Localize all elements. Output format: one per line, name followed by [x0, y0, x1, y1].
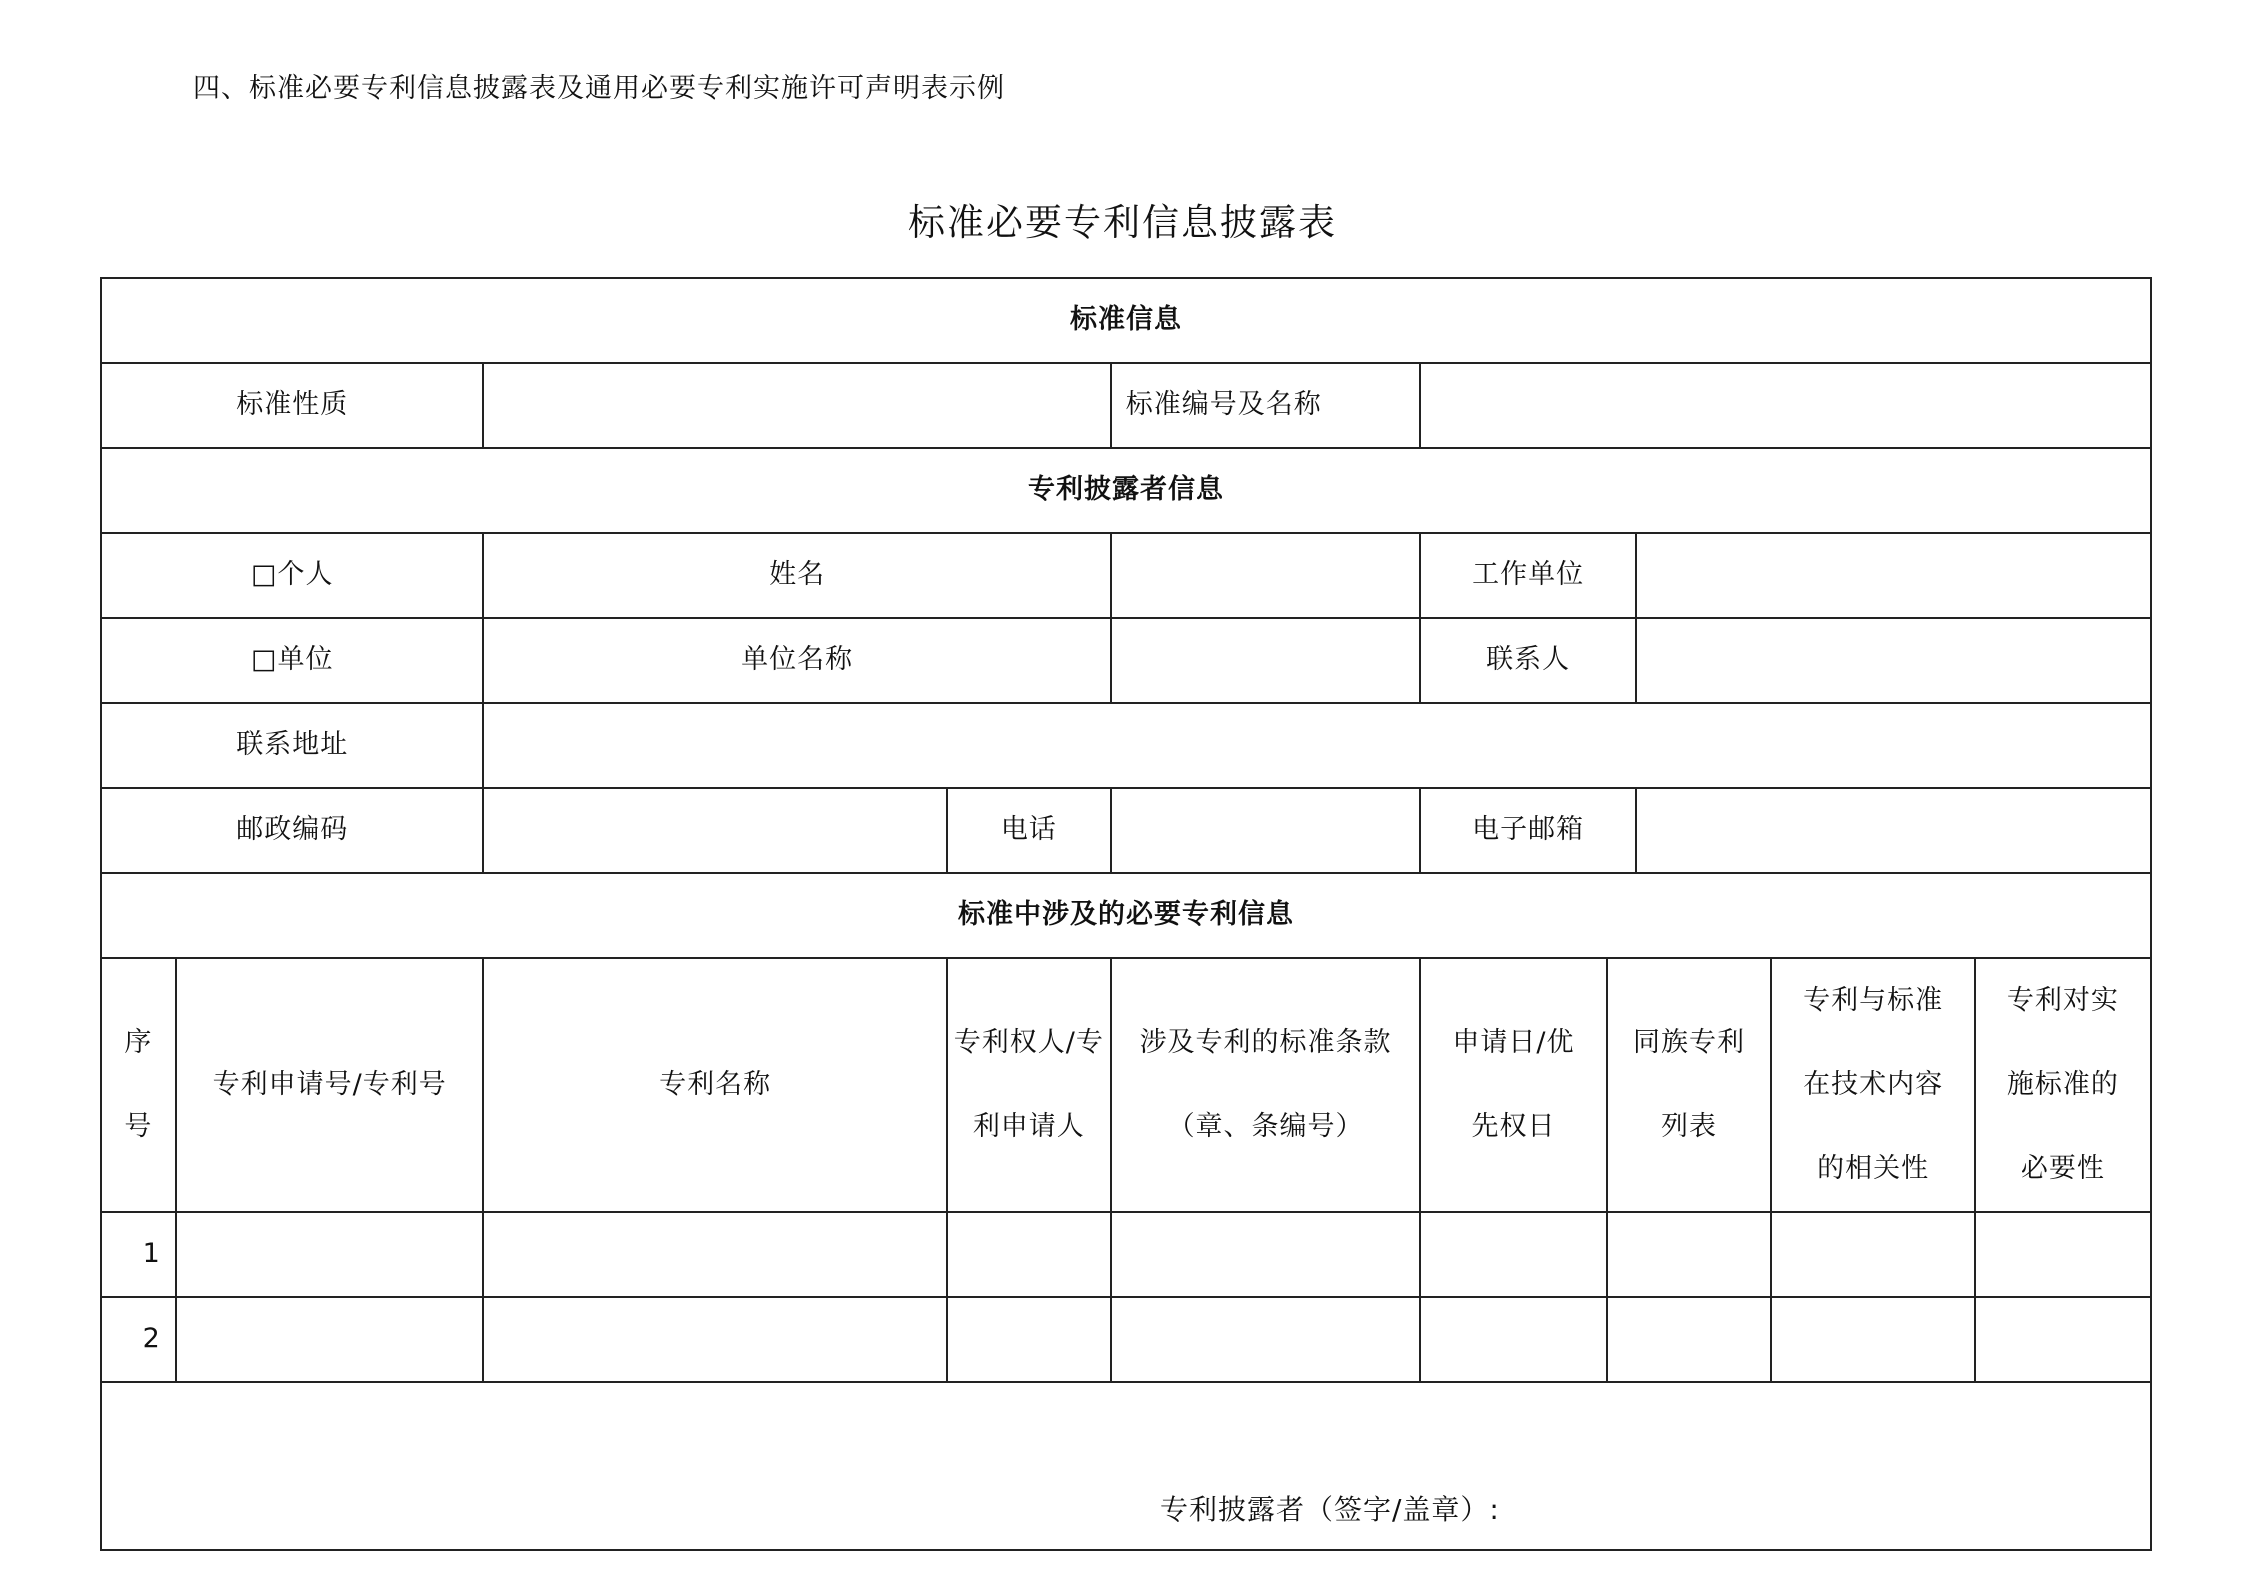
relevance-cell[interactable]: [1771, 1297, 1974, 1382]
name-field[interactable]: [1111, 533, 1421, 618]
signature-label: 专利披露者（签字/盖章）:: [1160, 1493, 1500, 1527]
disclosure-form-table: [100, 277, 2152, 1551]
patentee-cell[interactable]: [947, 1212, 1111, 1297]
phone-label: 电话: [947, 788, 1111, 873]
row-serial: 1: [101, 1212, 176, 1297]
patentee-cell[interactable]: [947, 1297, 1111, 1382]
patent-name-cell[interactable]: [483, 1212, 946, 1297]
standard-code-name-field[interactable]: [1420, 363, 2151, 448]
patent-number-cell[interactable]: [176, 1212, 484, 1297]
patent-number-cell[interactable]: [176, 1297, 484, 1382]
standard-clause-cell[interactable]: [1111, 1297, 1421, 1382]
unit-name-label: 单位名称: [483, 618, 1110, 703]
workplace-label: 工作单位: [1420, 533, 1635, 618]
address-field[interactable]: [483, 703, 2151, 788]
phone-field[interactable]: [1111, 788, 1421, 873]
section-patent-info: 标准中涉及的必要专利信息: [101, 873, 2151, 958]
col-header-standard-clause: 涉及专利的标准条款 （章、条编号）: [1111, 958, 1421, 1212]
col-header-filing-date: 申请日/优 先权日: [1420, 958, 1606, 1212]
col-header-patentee: 专利权人/专 利申请人: [947, 958, 1111, 1212]
standard-code-name-label: 标准编号及名称: [1111, 363, 1421, 448]
name-label: 姓名: [483, 533, 1110, 618]
necessity-cell[interactable]: [1975, 1297, 2151, 1382]
postcode-field[interactable]: [483, 788, 946, 873]
signature-area[interactable]: [101, 1382, 2151, 1550]
section-standard-info: 标准信息: [101, 278, 2151, 363]
relevance-cell[interactable]: [1771, 1212, 1974, 1297]
email-field[interactable]: [1636, 788, 2151, 873]
patent-family-cell[interactable]: [1607, 1297, 1772, 1382]
individual-checkbox[interactable]: □个人: [101, 533, 483, 618]
patent-name-cell[interactable]: [483, 1297, 946, 1382]
col-header-serial: 序 号: [101, 958, 176, 1212]
standard-nature-field[interactable]: [483, 363, 1110, 448]
address-label: 联系地址: [101, 703, 483, 788]
col-header-patent-family: 同族专利 列表: [1607, 958, 1772, 1212]
form-title: 标准必要专利信息披露表: [908, 201, 1337, 244]
standard-clause-cell[interactable]: [1111, 1212, 1421, 1297]
unit-name-field[interactable]: [1111, 618, 1421, 703]
patent-family-cell[interactable]: [1607, 1212, 1772, 1297]
table-row: [101, 1297, 2151, 1382]
contact-field[interactable]: [1636, 618, 2151, 703]
unit-checkbox[interactable]: □单位: [101, 618, 483, 703]
document-heading: 四、标准必要专利信息披露表及通用必要专利实施许可声明表示例: [193, 73, 1005, 104]
postcode-label: 邮政编码: [101, 788, 483, 873]
filing-date-cell[interactable]: [1420, 1212, 1606, 1297]
contact-label: 联系人: [1420, 618, 1635, 703]
col-header-necessity: 专利对实 施标准的 必要性: [1975, 958, 2151, 1212]
email-label: 电子邮箱: [1420, 788, 1635, 873]
col-header-patent-name: 专利名称: [483, 958, 946, 1212]
col-header-patent-number: 专利申请号/专利号: [176, 958, 484, 1212]
filing-date-cell[interactable]: [1420, 1297, 1606, 1382]
section-discloser-info: 专利披露者信息: [101, 448, 2151, 533]
table-row: [101, 1212, 2151, 1297]
row-serial: 2: [101, 1297, 176, 1382]
standard-nature-label: 标准性质: [101, 363, 483, 448]
necessity-cell[interactable]: [1975, 1212, 2151, 1297]
col-header-relevance: 专利与标准 在技术内容 的相关性: [1771, 958, 1974, 1212]
workplace-field[interactable]: [1636, 533, 2151, 618]
